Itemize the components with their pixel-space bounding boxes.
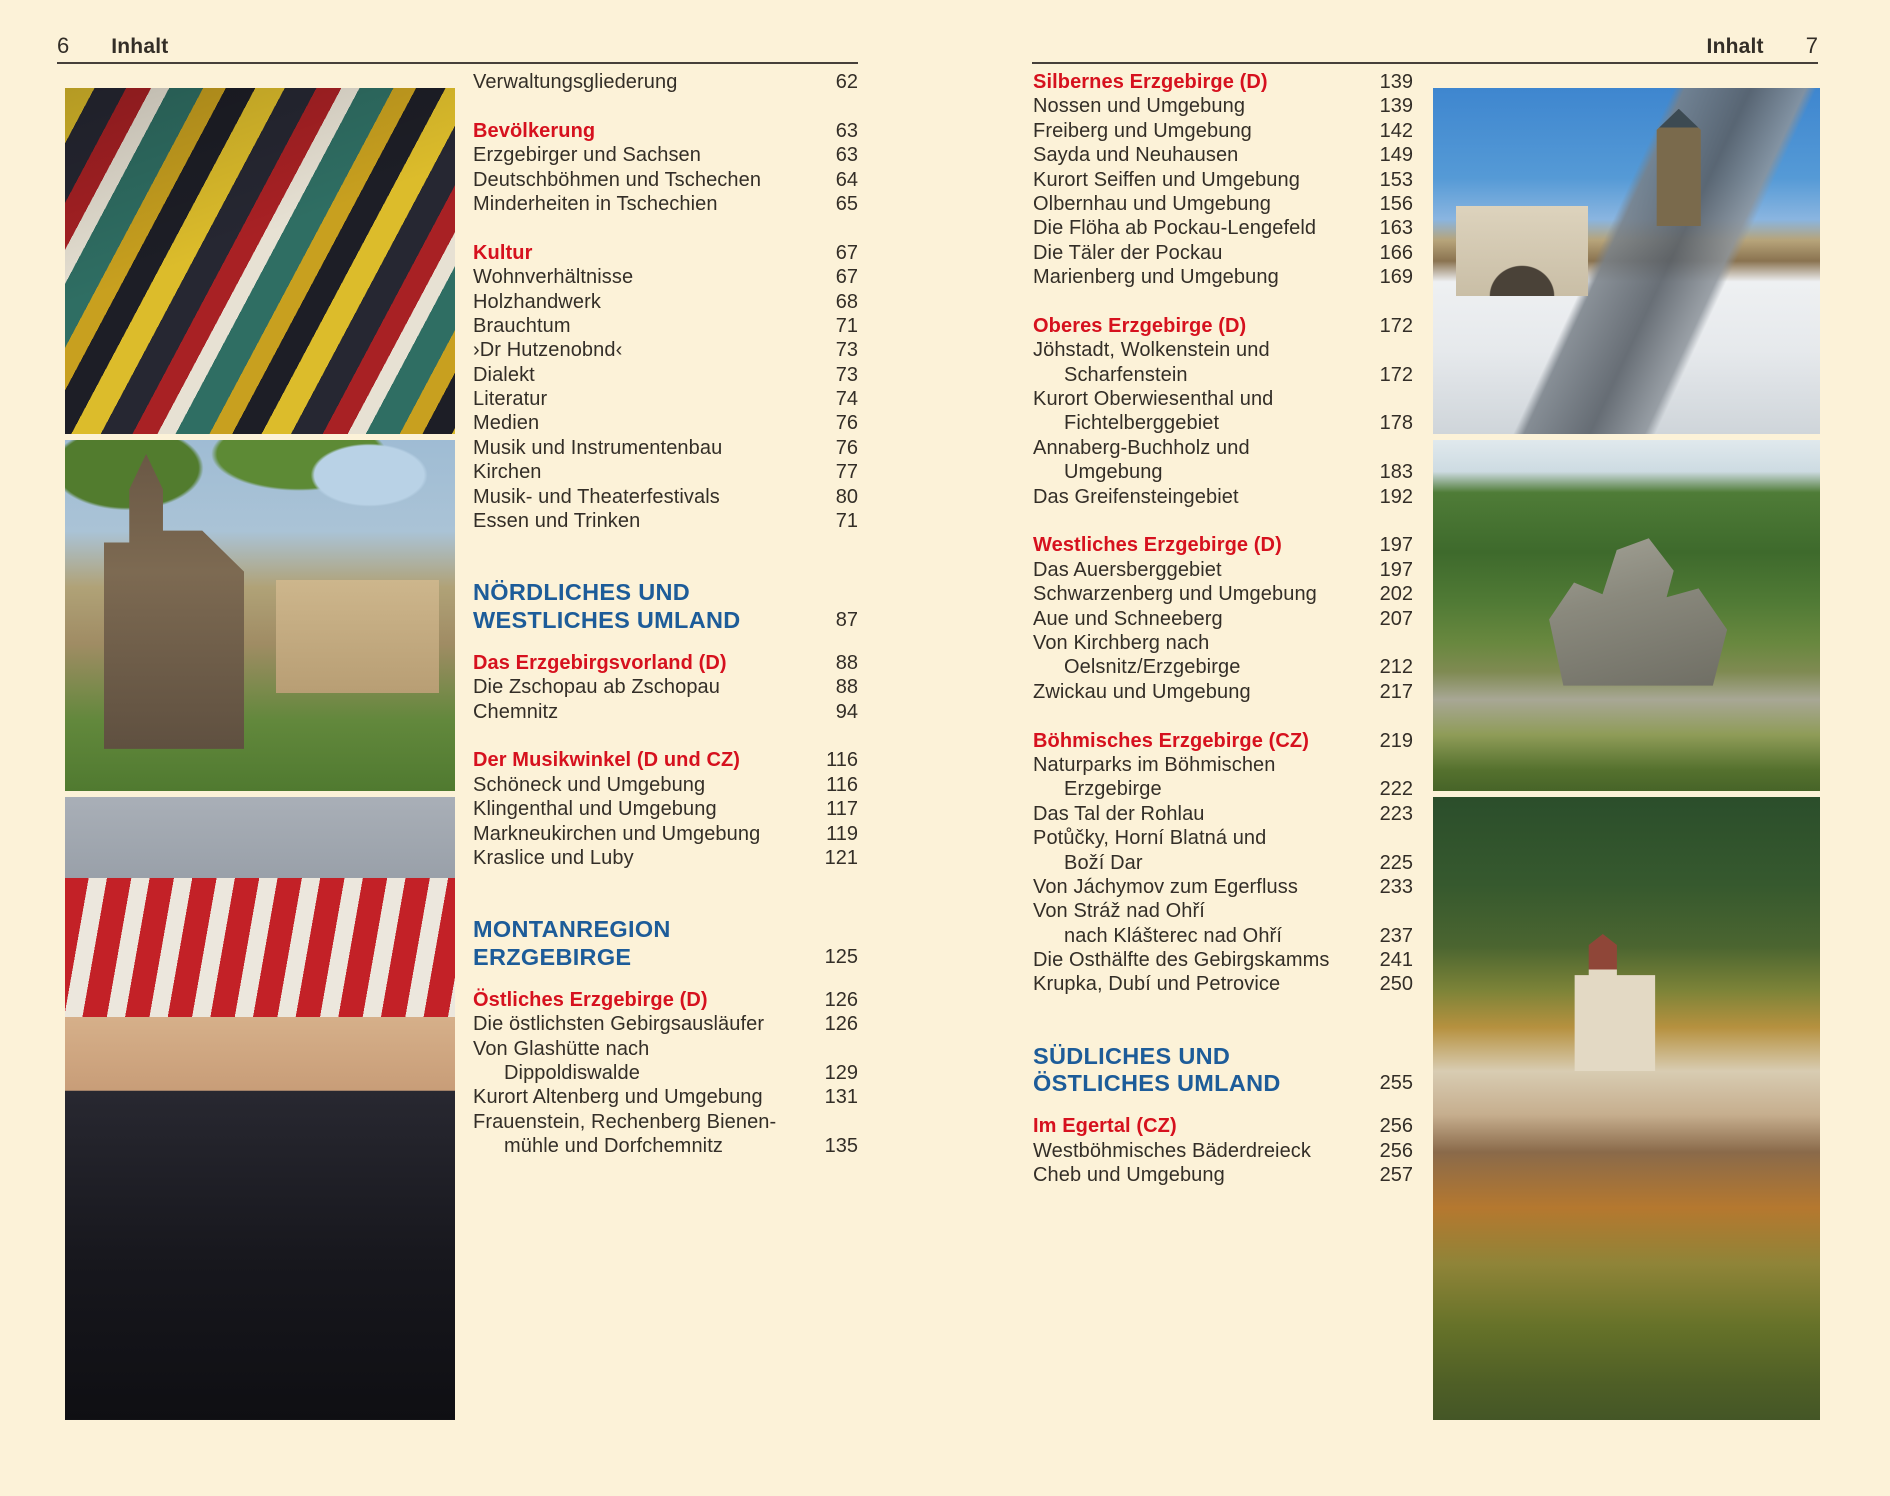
toc-entry — [1033, 168, 1413, 192]
toc-page-number: 116 — [826, 773, 858, 796]
toc-entry-label: Nossen und Umgebung — [1033, 95, 1246, 118]
toc-chapter-heading — [1033, 533, 1413, 557]
toc-entry — [1033, 485, 1413, 509]
toc-entry — [1033, 1139, 1413, 1163]
toc-page-number: 62 — [835, 71, 858, 93]
toc-entry-label: Dialekt — [473, 363, 535, 386]
toc-entry — [1033, 631, 1413, 655]
toc-page-number: 121 — [824, 846, 858, 869]
toc-entry-label: Kraslice und Luby — [473, 846, 634, 869]
toc-entry-label: Schöneck und Umgebung — [473, 773, 706, 796]
toc-entry — [1033, 558, 1413, 582]
toc-entry-label: Marienberg und Umgebung — [1033, 266, 1279, 289]
toc-chapter-heading — [473, 748, 858, 772]
toc-entry-label: Potůčky, Horní Blatná und — [1033, 827, 1267, 850]
toc-page-number: 197 — [1379, 534, 1413, 557]
toc-entry-label: Böhmisches Erzgebirge (CZ) — [1033, 729, 1309, 752]
toc-section-heading — [1033, 1043, 1413, 1097]
toc-entry — [1033, 241, 1413, 265]
toc-entry-label: Erzgebirge — [1064, 778, 1162, 801]
miners-parade-photo — [65, 797, 455, 1420]
toc-entry — [473, 265, 858, 289]
toc-page-number: 63 — [835, 119, 858, 142]
toc-spacer — [473, 870, 858, 916]
toc-entry — [1033, 948, 1413, 972]
toc-entry-label: Olbernhau und Umgebung — [1033, 192, 1271, 215]
toc-entry — [1033, 216, 1413, 240]
toc-entry-label: mühle und Dorfchemnitz — [504, 1135, 723, 1158]
toc-section-line: WESTLICHES UMLAND — [473, 606, 741, 633]
toc-section-line: ÖSTLICHES UMLAND — [1033, 1070, 1281, 1097]
toc-page-number: 256 — [1379, 1139, 1413, 1162]
toc-page-number: 80 — [835, 485, 858, 508]
toc-entry-label: Kurort Seiffen und Umgebung — [1033, 168, 1300, 191]
toc-entry-label: Die östlichsten Gebirgsausläufer — [473, 1013, 765, 1036]
toc-page-number: 219 — [1379, 729, 1413, 752]
page-header-right — [1032, 33, 1818, 59]
toc-entry — [473, 387, 858, 411]
toc-entry-label: Kurort Oberwiesenthal und — [1033, 388, 1274, 411]
toc-page-number: 207 — [1379, 607, 1413, 630]
toc-page-number: 87 — [835, 608, 858, 631]
toc-entry-label: Naturparks im Böhmischen — [1033, 753, 1276, 776]
toc-chapter-heading — [1033, 70, 1413, 94]
toc-entry-label: Das Greifensteingebiet — [1033, 485, 1239, 508]
toc-entry — [473, 1061, 858, 1085]
page-number-left: 6 — [57, 33, 70, 58]
toc-entry — [473, 1085, 858, 1109]
toc-entry — [1033, 924, 1413, 948]
toc-entry — [1033, 436, 1413, 460]
toc-page-number: 222 — [1379, 778, 1413, 801]
toc-entry — [1033, 680, 1413, 704]
toc-spacer — [1033, 290, 1413, 314]
toc-entry-label: Die Zschopau ab Zschopau — [473, 676, 720, 699]
toc-entry-label: Holzhandwerk — [473, 290, 601, 313]
toc-page-number: 139 — [1379, 71, 1413, 93]
toc-page-number: 116 — [826, 749, 858, 772]
page-title-right: Inhalt — [1706, 35, 1764, 58]
toc-entry — [1033, 460, 1413, 484]
toc-page-number: 233 — [1379, 875, 1413, 898]
toc-page-number: 76 — [835, 436, 858, 459]
header-rule-right — [1032, 62, 1818, 64]
toc-entry — [473, 314, 858, 338]
toc-spacer — [473, 216, 858, 240]
toc-entry — [1033, 655, 1413, 679]
toc-page-number: 77 — [835, 461, 858, 484]
toc-entry — [1033, 1163, 1413, 1187]
toc-entry — [473, 700, 858, 724]
toc-entry-label: Musik- und Theaterfestivals — [473, 485, 720, 508]
toc-spacer — [1033, 509, 1413, 533]
toc-section-lines — [473, 916, 671, 970]
toc-page-number: 142 — [1379, 119, 1413, 142]
toc-entry — [473, 485, 858, 509]
toc-entry — [1033, 338, 1413, 362]
toc-entry — [473, 1037, 858, 1061]
toc-entry-label: Annaberg-Buchholz und — [1033, 436, 1250, 459]
toc-spacer — [1033, 997, 1413, 1043]
toc-entry — [473, 460, 858, 484]
toc-page-number: 129 — [824, 1061, 858, 1084]
toc-entry — [473, 338, 858, 362]
toc-page-number: 178 — [1379, 412, 1413, 435]
toc-entry — [473, 411, 858, 435]
toc-entry-label: Freiberg und Umgebung — [1033, 119, 1252, 142]
toc-page-number: 241 — [1379, 949, 1413, 972]
toc-page-number: 172 — [1379, 363, 1413, 386]
toc-section-line: MONTANREGION — [473, 916, 671, 943]
toc-page-number: 135 — [824, 1135, 858, 1158]
toc-entry-label: Der Musikwinkel (D und CZ) — [473, 749, 741, 772]
toc-page-number: 126 — [824, 1013, 858, 1036]
toc-section-line: ERZGEBIRGE — [473, 943, 632, 970]
toc-entry-label: Im Egertal (CZ) — [1033, 1115, 1177, 1138]
toc-entry-label: Kultur — [473, 241, 533, 264]
toc-page-number: 131 — [824, 1086, 858, 1109]
toc-spacer — [473, 724, 858, 748]
toc-page-number: 71 — [835, 314, 858, 337]
toc-entry-label: Die Osthälfte des Gebirgskamms — [1033, 949, 1330, 972]
toc-page-number: 139 — [1379, 95, 1413, 118]
toc-page-number: 126 — [824, 988, 858, 1011]
toc-chapter-heading — [473, 988, 858, 1012]
toc-entry — [1033, 265, 1413, 289]
toc-entry — [473, 822, 858, 846]
toc-spacer — [1033, 704, 1413, 728]
church-building-photo — [65, 440, 455, 791]
toc-entry — [473, 363, 858, 387]
toc-entry — [1033, 875, 1413, 899]
toc-entry-label: Kirchen — [473, 461, 542, 484]
toc-entry-label: Die Flöha ab Pockau-Lengefeld — [1033, 217, 1317, 240]
toc-entry — [473, 192, 858, 216]
toc-spacer — [1033, 1097, 1413, 1114]
rock-formation-forest-photo — [1433, 440, 1820, 791]
toc-entry-label: Das Auersberggebiet — [1033, 558, 1222, 581]
toc-page-number: 117 — [826, 798, 858, 821]
toc-entry-label: Deutschböhmen und Tschechen — [473, 168, 762, 191]
toc-entry — [1033, 972, 1413, 996]
toc-page-number: 237 — [1379, 924, 1413, 947]
toc-section-lines — [473, 579, 741, 633]
toc-page-number: 88 — [835, 676, 858, 699]
toc-entry-label: Sayda und Neuhausen — [1033, 144, 1239, 167]
toc-column-right — [1033, 70, 1413, 1187]
autumn-town-castle-photo — [1433, 797, 1820, 1420]
toc-entry — [473, 436, 858, 460]
header-rule-left — [57, 62, 858, 64]
castle-gate-snow-photo — [1433, 88, 1820, 434]
toc-chapter-heading — [473, 241, 858, 265]
toc-entry-label: Umgebung — [1064, 461, 1163, 484]
toc-entry — [473, 290, 858, 314]
toc-entry-label: Minderheiten in Tschechien — [473, 192, 718, 215]
toc-chapter-heading — [473, 119, 858, 143]
toc-spacer — [473, 94, 858, 118]
toc-chapter-heading — [1033, 1114, 1413, 1138]
toc-page-number: 125 — [824, 945, 858, 968]
toc-entry-label: Das Erzgebirgsvorland (D) — [473, 651, 727, 674]
toc-entry — [473, 773, 858, 797]
toc-entry-label: Literatur — [473, 388, 548, 411]
toc-entry — [1033, 607, 1413, 631]
toc-entry — [473, 1110, 858, 1134]
toc-entry — [473, 1134, 858, 1158]
toc-entry-label: Von Glashütte nach — [473, 1037, 650, 1060]
toc-page-number: 172 — [1379, 314, 1413, 337]
toc-entry — [473, 797, 858, 821]
toc-entry — [473, 509, 858, 533]
toc-page-number: 64 — [835, 168, 858, 191]
toc-entry-label: Erzgebirger und Sachsen — [473, 144, 701, 167]
toc-entry-label: Scharfenstein — [1064, 363, 1188, 386]
toc-spacer — [473, 634, 858, 651]
toc-entry-label: Frauenstein, Rechenberg Bienen- — [473, 1110, 777, 1133]
toc-page-number: 74 — [835, 388, 858, 411]
toc-chapter-heading — [1033, 729, 1413, 753]
toc-page-number: 163 — [1379, 217, 1413, 240]
toc-page-number: 217 — [1379, 680, 1413, 703]
toc-entry-label: Dippoldiswalde — [504, 1061, 640, 1084]
toc-entry — [1033, 899, 1413, 923]
toc-entry-label: Aue und Schneeberg — [1033, 607, 1223, 630]
toc-entry-label: Silbernes Erzgebirge (D) — [1033, 71, 1268, 93]
toc-entry-label: Wohnverhältnisse — [473, 266, 634, 289]
toc-entry-label: Oberes Erzgebirge (D) — [1033, 314, 1247, 337]
toc-entry — [473, 675, 858, 699]
toc-entry — [1033, 582, 1413, 606]
toc-page-number: 225 — [1379, 851, 1413, 874]
toc-page-number: 67 — [835, 241, 858, 264]
toc-entry-label: Bevölkerung — [473, 119, 596, 142]
toc-page-number: 73 — [835, 339, 858, 362]
toc-page-number: 119 — [826, 822, 858, 845]
toc-section-line: SÜDLICHES UND — [1033, 1042, 1231, 1069]
toc-page-number: 212 — [1379, 656, 1413, 679]
toc-entry-label: Boží Dar — [1064, 851, 1143, 874]
toc-entry — [473, 70, 858, 94]
toc-page-number: 183 — [1379, 461, 1413, 484]
toc-entry-label: Brauchtum — [473, 314, 571, 337]
toc-entry-label: nach Klášterec nad Ohří — [1064, 924, 1282, 947]
toc-entry — [473, 1012, 858, 1036]
toc-spacer — [473, 533, 858, 579]
toc-chapter-heading — [1033, 314, 1413, 338]
toc-entry — [1033, 119, 1413, 143]
toc-entry-label: Fichtelberggebiet — [1064, 412, 1220, 435]
toc-entry-label: Zwickau und Umgebung — [1033, 680, 1251, 703]
toc-entry-label: Medien — [473, 412, 540, 435]
toc-entry — [473, 168, 858, 192]
toc-entry — [1033, 826, 1413, 850]
toc-entry-label: Krupka, Dubí und Petrovice — [1033, 973, 1281, 996]
toc-section-line: NÖRDLICHES UND — [473, 579, 691, 606]
toc-entry — [473, 846, 858, 870]
toc-page-number: 153 — [1379, 168, 1413, 191]
toc-entry-label: Von Kirchberg nach — [1033, 631, 1210, 654]
toc-entry-label: Von Jáchymov zum Egerfluss — [1033, 875, 1298, 898]
toc-page-number: 166 — [1379, 241, 1413, 264]
toc-page-number: 67 — [835, 266, 858, 289]
toc-entry-label: Schwarzenberg und Umgebung — [1033, 583, 1317, 606]
toc-page-number: 256 — [1379, 1115, 1413, 1138]
toc-entry-label: Verwaltungsgliederung — [473, 71, 678, 93]
toc-page-number: 202 — [1379, 583, 1413, 606]
toc-entry-label: Musik und Instrumentenbau — [473, 436, 723, 459]
toc-page-number: 63 — [835, 144, 858, 167]
toc-entry-label: Jöhstadt, Wolkenstein und — [1033, 339, 1270, 362]
toc-chapter-heading — [473, 651, 858, 675]
toc-entry-label: Chemnitz — [473, 700, 559, 723]
toc-entry — [1033, 802, 1413, 826]
toc-column-left — [473, 70, 858, 1158]
toc-page-number: 255 — [1379, 1072, 1413, 1095]
page-title-left: Inhalt — [111, 35, 169, 58]
toc-entry-label: Westliches Erzgebirge (D) — [1033, 534, 1282, 557]
toc-page-number: 88 — [835, 651, 858, 674]
toc-section-heading — [473, 916, 858, 970]
toc-entry-label: Östliches Erzgebirge (D) — [473, 988, 708, 1011]
toc-page-number: 250 — [1379, 973, 1413, 996]
toc-entry-label: Kurort Altenberg und Umgebung — [473, 1086, 763, 1109]
toc-page-number: 68 — [835, 290, 858, 313]
toc-page-number: 156 — [1379, 192, 1413, 215]
toc-entry-label: ›Dr Hutzenobnd‹ — [473, 339, 623, 362]
toc-entry-label: Von Stráž nad Ohří — [1033, 900, 1205, 923]
page-header-left — [57, 33, 858, 59]
toc-entry — [1033, 411, 1413, 435]
toc-entry-label: Das Tal der Rohlau — [1033, 802, 1205, 825]
toc-page-number: 149 — [1379, 144, 1413, 167]
toc-entry-label: Cheb und Umgebung — [1033, 1164, 1225, 1187]
toc-page-number: 73 — [835, 363, 858, 386]
toc-page-number: 169 — [1379, 266, 1413, 289]
toc-entry-label: Klingenthal und Umgebung — [473, 798, 717, 821]
toc-entry-label: Markneukirchen und Umgebung — [473, 822, 761, 845]
toc-section-heading — [473, 579, 858, 633]
toc-page-number: 192 — [1379, 485, 1413, 508]
toc-section-lines — [1033, 1043, 1281, 1097]
toc-entry — [1033, 94, 1413, 118]
toc-entry — [1033, 387, 1413, 411]
toc-entry — [1033, 777, 1413, 801]
toc-page-number: 65 — [835, 192, 858, 215]
toc-entry — [1033, 753, 1413, 777]
toc-entry — [1033, 192, 1413, 216]
nutcracker-figures-photo — [65, 88, 455, 434]
toc-entry-label: Essen und Trinken — [473, 510, 641, 533]
toc-page-number: 94 — [835, 700, 858, 723]
toc-entry-label: Westböhmisches Bäderdreieck — [1033, 1139, 1312, 1162]
toc-entry — [473, 143, 858, 167]
toc-entry — [1033, 851, 1413, 875]
toc-page-number: 223 — [1379, 802, 1413, 825]
toc-spacer — [473, 971, 858, 988]
toc-entry — [1033, 143, 1413, 167]
toc-page-number: 71 — [835, 510, 858, 533]
toc-entry-label: Oelsnitz/Erzgebirge — [1064, 656, 1241, 679]
toc-entry-label: Die Täler der Pockau — [1033, 241, 1223, 264]
toc-page-number: 257 — [1379, 1164, 1413, 1187]
page-number-right: 7 — [1805, 33, 1818, 58]
toc-entry — [1033, 363, 1413, 387]
toc-page-number: 197 — [1379, 558, 1413, 581]
toc-page-number: 76 — [835, 412, 858, 435]
